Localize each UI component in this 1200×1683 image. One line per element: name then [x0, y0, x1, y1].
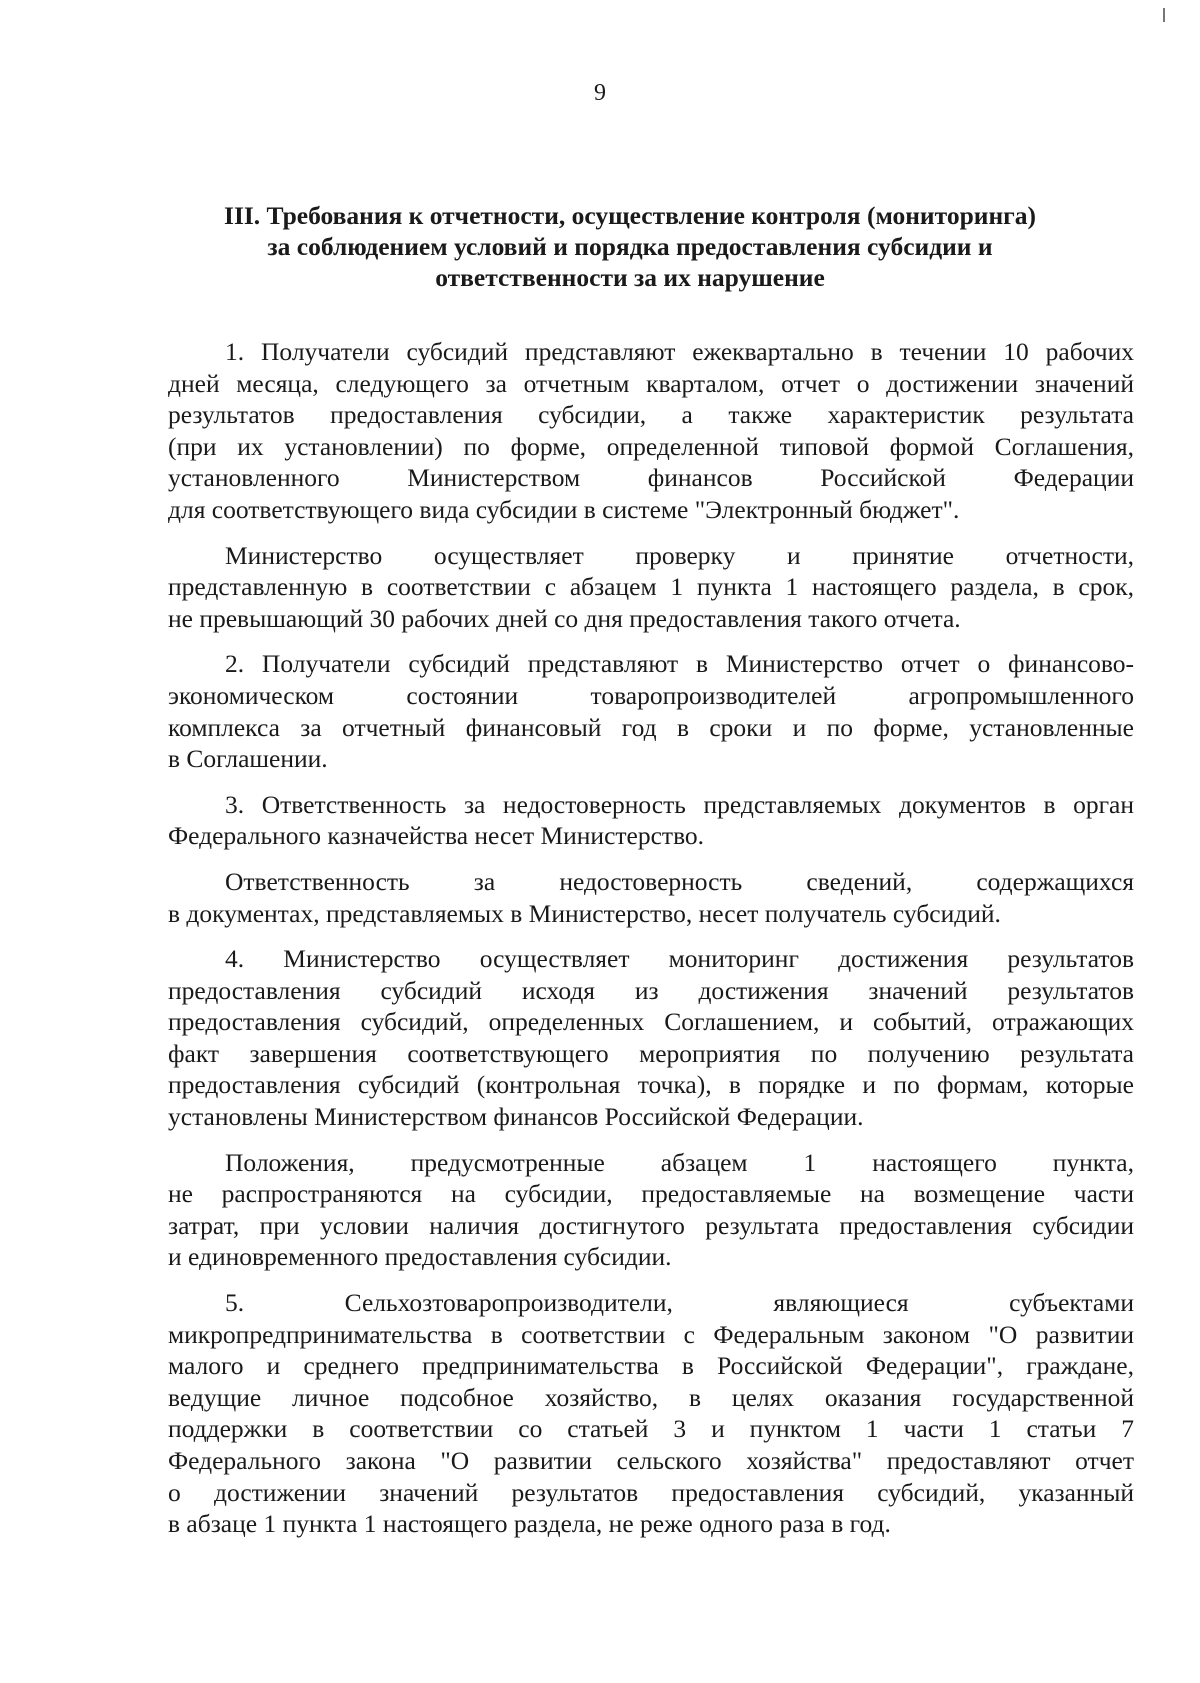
- paragraph-2-financial-report: [168, 648, 1134, 774]
- text-line: в документах, представляемых в Министерство, несет получатель субсидий.: [168, 898, 1001, 928]
- text-line: предоставления субсидий, определенных Соглашением, и событий, отражающих: [168, 1007, 1134, 1037]
- text-line: Федерального казначейства несет Министерство.: [168, 821, 705, 851]
- paragraph-5-agricultural-producers: [168, 1287, 1134, 1540]
- text-line: ведущие личное подсобное хозяйство, в целях оказания государственной: [168, 1382, 1134, 1412]
- section-title-line: за соблюдением условий и порядка предоставления субсидии и: [267, 232, 993, 261]
- text-line: не распространяются на субсидии, предоставляемые на возмещение части: [168, 1179, 1134, 1209]
- text-line: установленного Министерством финансов Российской Федерации: [168, 463, 1134, 493]
- paragraph-recipient-responsibility: [168, 866, 1134, 929]
- text-line: не превышающий 30 рабочих дней со дня предоставления такого отчета.: [168, 603, 961, 633]
- text-line: экономическом состоянии товаропроизводителей агропромышленного: [168, 680, 1134, 710]
- text-line: 5. Сельхозтоваропроизводители, являющиеся субъектами: [225, 1288, 1134, 1318]
- text-line: малого и среднего предпринимательства в Российской Федерации", граждане,: [168, 1351, 1134, 1381]
- text-line: в Соглашении.: [168, 744, 328, 774]
- text-line: микропредпринимательства в соответствии с Федеральным законом "О развитии: [168, 1319, 1134, 1349]
- text-line: дней месяца, следующего за отчетным кварталом, отчет о достижении значений: [168, 368, 1134, 398]
- page-number: 9: [594, 80, 606, 106]
- text-line: факт завершения соответствующего мероприятия по получению результата: [168, 1038, 1134, 1068]
- section-title: [200, 200, 1060, 293]
- text-line: предоставления субсидий исходя из достижения значений результатов: [168, 975, 1134, 1005]
- text-line: результатов предоставления субсидии, а также характеристик результата: [168, 400, 1134, 430]
- text-line: поддержки в соответствии со статьей 3 и пунктом 1 части 1 статьи 7: [168, 1414, 1134, 1444]
- text-line: представленную в соответствии с абзацем 1 пункта 1 настоящего раздела, в срок,: [168, 572, 1134, 602]
- text-line: затрат, при условии наличия достигнутого результата предоставления субсидии: [168, 1210, 1134, 1240]
- scan-artifact-mark: [1163, 8, 1165, 22]
- text-line: в абзаце 1 пункта 1 настоящего раздела, не реже одного раза в год.: [168, 1509, 891, 1539]
- paragraph-ministry-review: [168, 540, 1134, 635]
- text-line: 1. Получатели субсидий представляют ежеквартально в течении 10 рабочих: [225, 337, 1134, 366]
- text-line: комплекса за отчетный финансовый год в сроки и по форме, установленные: [168, 712, 1134, 742]
- text-line: Министерство осуществляет проверку и принятие отчетности,: [225, 540, 1134, 570]
- paragraph-provisions-exception: [168, 1147, 1134, 1273]
- text-line: и единовременного предоставления субсидии.: [168, 1242, 672, 1272]
- text-line: установлены Министерством финансов Российской Федерации.: [168, 1102, 864, 1132]
- paragraph-4-monitoring: [168, 943, 1134, 1133]
- text-line: Положения, предусмотренные абзацем 1 настоящего пункта,: [225, 1147, 1134, 1177]
- text-line: для соответствующего вида субсидии в системе "Электронный бюджет".: [168, 494, 960, 524]
- document-body: [168, 336, 1134, 1554]
- paragraph-1-reporting: [168, 336, 1134, 526]
- text-line: (при их установлении) по форме, определенной типовой формой Соглашения,: [168, 431, 1134, 461]
- section-title-line: ответственности за их нарушение: [435, 263, 825, 292]
- text-line: предоставления субсидий (контрольная точка), в порядке и по формам, которые: [168, 1070, 1134, 1100]
- paragraph-3-responsibility: [168, 789, 1134, 852]
- text-line: 2. Получатели субсидий представляют в Министерство отчет о финансово-: [225, 649, 1134, 679]
- section-title-line: III. Требования к отчетности, осуществление контроля (мониторинга): [224, 201, 1036, 230]
- text-line: 4. Министерство осуществляет мониторинг достижения результатов: [225, 944, 1134, 974]
- text-line: о достижении значений результатов предоставления субсидий, указанный: [168, 1477, 1134, 1507]
- text-line: 3. Ответственность за недостоверность представляемых документов в орган: [225, 789, 1134, 819]
- text-line: Ответственность за недостоверность сведений, содержащихся: [225, 866, 1134, 896]
- text-line: Федерального закона "О развитии сельского хозяйства" предоставляют отчет: [168, 1446, 1134, 1475]
